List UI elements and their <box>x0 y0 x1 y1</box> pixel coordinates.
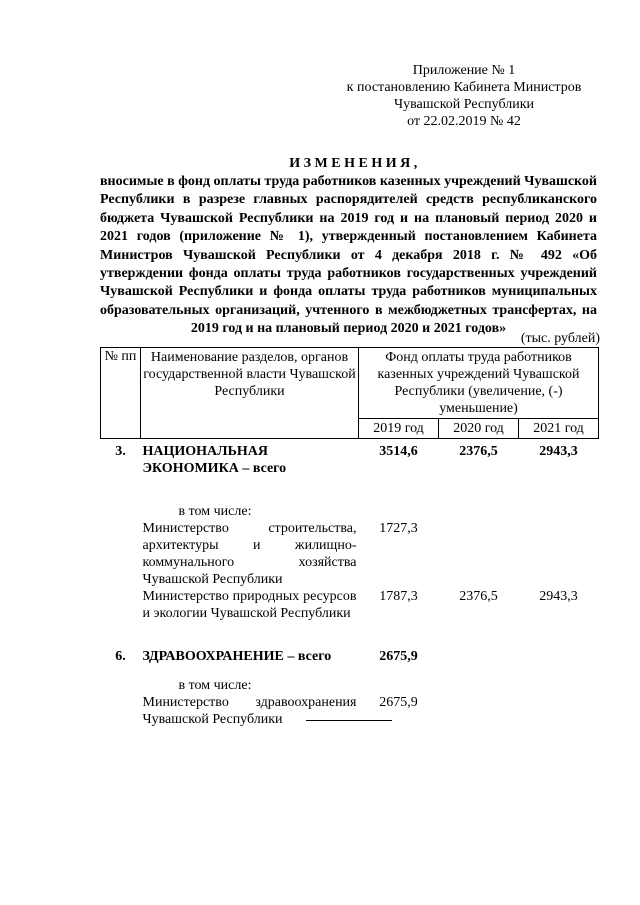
appendix-line-2: к постановлению Кабинета Министров <box>346 80 582 95</box>
appendix-line-4: от 22.02.2019 № 42 <box>407 114 521 129</box>
section-6-including: в том числе: <box>178 678 252 693</box>
table-row <box>101 477 599 520</box>
table-row <box>101 520 599 588</box>
table-row <box>101 439 599 478</box>
document-title: ИЗМЕНЕНИЯ, <box>289 156 421 171</box>
table-header-row <box>101 348 599 419</box>
header-fund: Фонд оплаты труда работников казенных учреждений Чувашской Республики (увеличение, (-) уменьшение) <box>359 348 599 419</box>
section-3-value-2020: 2376,5 <box>459 444 498 459</box>
section-3-num: 3. <box>115 444 126 459</box>
section-6-value-2019: 2675,9 <box>379 649 418 664</box>
table-row <box>101 694 599 728</box>
section-6-num: 6. <box>115 649 126 664</box>
section-6-row-1-name: Министерство здравоохранения Чувашской Республики <box>142 695 357 727</box>
section-3-row-1-name: Министерство строительства, архитектуры и жилищно-коммунального хозяйства Чувашской Республики <box>142 521 357 587</box>
appendix-line-3: Чувашской Республики <box>393 97 535 112</box>
section-3-row-2-value-2021: 2943,3 <box>539 589 578 604</box>
section-3-row-1-value-2019: 1727,3 <box>379 521 418 536</box>
table-row <box>101 665 599 694</box>
header-year-2021: 2021 год <box>519 419 599 439</box>
section-3-row-2-value-2020: 2376,5 <box>459 589 498 604</box>
header-year-2020: 2020 год <box>439 419 519 439</box>
header-name: Наименование разделов, органов государственной власти Чувашской Республики <box>141 348 359 439</box>
section-6-row-1-value-2019: 2675,9 <box>379 695 418 710</box>
section-3-including: в том числе: <box>178 504 252 519</box>
table-row <box>101 622 599 665</box>
section-3-row-2-name: Министерство природных ресурсов и экологии Чувашской Республики <box>142 589 357 621</box>
appendix-block <box>330 62 598 130</box>
document-subtitle: вносимые в фонд оплаты труда работников казенных учреждений Чувашской Республики в разрезе главных распорядителей средств республиканского бюджета Чувашской Республики на 2019 год и на плановый период 2020 и 2021 годов (приложение № 1), утвержденный постановлением Кабинета Министров Чувашской Республики от 4 декабря 2018 г. № 492 «Об утверждении фонда оплаты труда работников государственных учреждений Чувашской Республики и фонда оплаты труда работников муниципальных образовательных организаций, учтенного в межбюджетных трансфертах, на 2019 год и на плановый период 2020 и 2021 годов» <box>100 174 597 337</box>
appendix-line-1: Приложение № 1 <box>412 63 516 78</box>
section-3-row-2-value-2019: 1787,3 <box>379 589 418 604</box>
section-3-value-2021: 2943,3 <box>539 444 578 459</box>
section-3-name: НАЦИОНАЛЬНАЯ ЭКОНОМИКА – всего <box>142 444 287 476</box>
header-year-2019: 2019 год <box>359 419 439 439</box>
section-3-value-2019: 3514,6 <box>379 444 418 459</box>
units-label: (тыс. рублей) <box>520 331 600 346</box>
table-row <box>101 588 599 622</box>
closing-rule <box>306 720 392 721</box>
section-6-name: ЗДРАВООХРАНЕНИЕ – всего <box>142 649 332 664</box>
header-num: № пп <box>101 348 141 439</box>
changes-table <box>100 347 599 728</box>
